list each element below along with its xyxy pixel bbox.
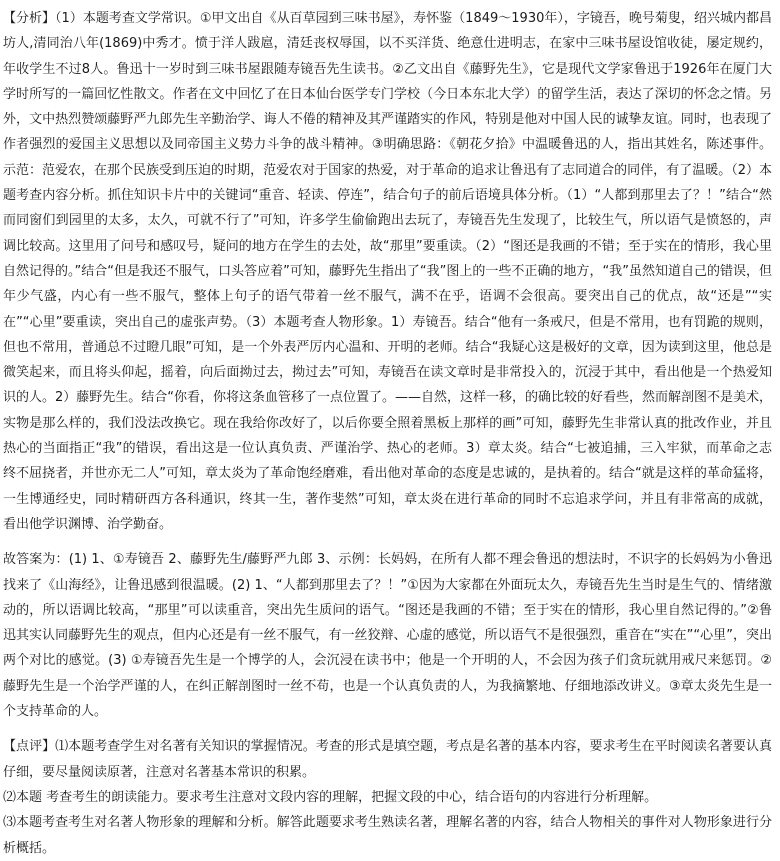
comment-line-2: ⑵本题 考查考生的朗读能力。要求考生注意对文段内容的理解，把握文段的中心，结合语句的内容进行分析理解。 [3,789,658,805]
analysis-text: （1）本题考查文学常识。①甲文出自《从百草园到三味书屋》，寿怀鉴（1849～1930年），字镜吾，晚号菊叟，绍兴城内都昌坊人,清同治八年(1869)中秀才。愤于洋人跋扈，清廷丧权辱国，以不买洋货、绝意仕进明志，在家中三味书屋设馆收徒，屡定规约，年收学生不过8人。鲁迅十一岁时到三味书屋跟随寿镜吾先生读书。②乙文出自《藤野先生》，它是现代文学家鲁迅于1926年在厦门大学时所写的一篇回忆性散文。作者在文中回忆了在日本仙台医学专门学校（今日本东北大学）的留学生活，表达了深切的怀念之情。另外，文中热烈赞颂藤野严九郎先生辛勤治学、诲人不倦的精神及其严谨踏实的作风，特别是他对中国人民的诚挚友谊。同时，也表现了作者强烈的爱国主义思想以及同帝国主义势力斗争的战斗精神。③明确思路：《朝花夕拾》中温暖鲁迅的人，指出其姓名，陈述事件。示范：范爱农，在那个民族受到压迫的时期，范爱农对于国家的热爱，对于革命的追求让鲁迅有了志同道合的同伴，有了温暖。（2）本题考查内容分析。抓住知识卡片中的关键词“重音、轻读、停连”，结合句子的前后语境具体分析。（1）“人都到那里去了？！”结合“然而同窗们到园里的太多，太久，可就不行了”可知，许多学生偷偷跑出去玩了，寿镜吾先生发现了，比较生气，所以语气是愤怒的，声调比较高。这里用了问号和感叹号，疑问的地方在学生的去处，故“那里”要重读。（2）“图还是我画的不错；至于实在的情形，我心里自然记得的。”结合“但是我还不服气，口头答应着”可知，藤野先生指出了“我”图上的一些不正确的地方，“我”虽然知道自己的错误，但年少气盛，内心有一些不服气，整体上句子的语气带着一丝不服气，满不在乎，语调不会很高。要突出自己的优点，故“还是”“实在”“心里”要重读，突出自己的虚张声势。（3）本题考查人物形象。1）寿镜吾。结合“他有一条戒尺，但是不常用，也有罚跪的规则，但也不常用，普通总不过瞪几眼”可知，是一个外表严厉内心温和、开明的老师。结合“我疑心这是极好的文章，因为读到这里，他总是微笑起来，而且将头仰起，摇着，向后面拗过去，拗过去”可知，寿镜吾在读文章时是非常投入的，沉浸于其中，看出他是一个热爱知识的人。2）藤野先生。结合“你看，你将这条血管移了一点位置了。——自然，这样一移，的确比较的好看些，然而解剖图不是美术，实物是那么样的，我们没法改换它。现在我给你改好了，以后你要全照着黑板上那样的画”可知，藤野先生非常认真的批改作业，并且热心的当面指正“我”的错误，看出这是一位认真负责、严谨治学、热心的老师。3）章太炎。结合“七被追捕，三入牢狱，而革命之志终不屈挠者，并世亦无二人”可知，章太炎为了革命饱经磨难，看出他对革命的态度是忠诚的，是执着的。结合“就是这样的革命猛将，一生博通经史，同时精研西方各科通识，终其一生，著作斐然”可知，章太炎在进行革命的同时不忘追求学问，并且有非常高的成就，看出他学识渊博、治学勤奋。 [3,11,773,532]
analysis-section [3,6,772,537]
comment-label: 【点评】 [3,739,56,755]
answer-text: (1) 1、①寿镜吾 2、藤野先生/藤野严九郎 3、示例：长妈妈，在所有人都不理会鲁迅的想法时，不识字的长妈妈为小鲁迅找来了《山海经》，让鲁迅感到很温暖。(2) 1、“人都到那里去了？！”①因为大家都在外面玩太久，寿镜吾先生当时是生气的、情绪激动的，所以语调比较高，“那里”可以读重音，突出先生质问的语气。“图还是我画的不错；至于实在的情形，我心里自然记得的。”②鲁迅其实认同藤野先生的观点，但内心还是有一丝不服气，有一丝狡辩、心虚的感觉，所以语气不是很强烈，重音在“实在”“心里”，突出两个对比的感觉。(3) ①寿镜吾先生是一个博学的人，会沉浸在读书中；他是一个开明的人，不会因为孩子们贪玩就用戒尺来惩罚。②藤野先生是一个治学严谨的人，在纠正解剖图时一丝不苟，也是一个认真负责的人，为我摘繁地、仔细地添改讲义。③章太炎先生是一个支持革命的人。 [3,552,772,720]
answer-section [3,547,772,724]
analysis-label: 【分析】 [3,11,56,26]
comment-line-1 [3,734,772,785]
comment-text-1: ⑴本题考查学生对名著有关知识的掌握情况。考查的形式是填空题，考点是名著的基本内容，要求考生在平时阅读名著要认真仔细，要尽量阅读原著，注意对名著基本常识的积累。 [3,739,772,780]
answer-label: 故答案为： [3,552,69,568]
comment-section [3,734,772,860]
comment-line-3: ⑶本题考查考生对名著人物形象的理解和分析。解答此题要求考生熟读名著，理解名著的内容，结合人物相关的事件对人物形象进行分析概括。 [3,815,772,856]
